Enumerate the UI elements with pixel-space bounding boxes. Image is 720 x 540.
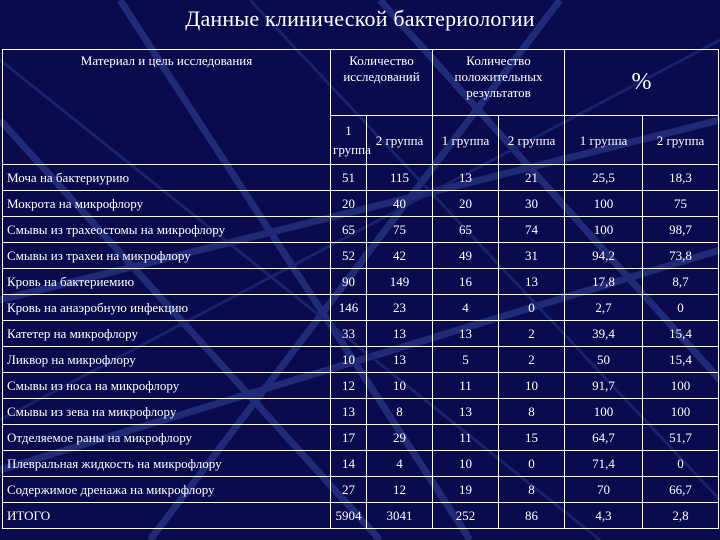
- material-cell: Моча на бактериурию: [3, 165, 331, 191]
- value-cell: 75: [367, 217, 433, 243]
- table-row: [3, 373, 719, 399]
- header-material: Материал и цель исследования: [3, 50, 331, 165]
- value-cell: 15,4: [643, 321, 719, 347]
- value-cell: 10: [367, 373, 433, 399]
- value-cell: 0: [499, 451, 565, 477]
- value-cell: 90: [331, 269, 367, 295]
- header-count-positive: Количество положительных результатов: [433, 50, 565, 116]
- table-row: [3, 451, 719, 477]
- value-cell: 65: [331, 217, 367, 243]
- material-cell: Смывы из трахеи на микрофлору: [3, 243, 331, 269]
- value-cell: 13: [433, 399, 499, 425]
- value-cell: 100: [565, 217, 643, 243]
- value-cell: 98,7: [643, 217, 719, 243]
- header-row: [3, 50, 719, 116]
- value-cell: 86: [499, 503, 565, 529]
- value-cell: 8,7: [643, 269, 719, 295]
- value-cell: 5904: [331, 503, 367, 529]
- material-cell: Смывы из трахеостомы на микрофлору: [3, 217, 331, 243]
- value-cell: 10: [499, 373, 565, 399]
- value-cell: 51: [331, 165, 367, 191]
- value-cell: 0: [643, 295, 719, 321]
- value-cell: 3041: [367, 503, 433, 529]
- value-cell: 21: [499, 165, 565, 191]
- value-cell: 2,8: [643, 503, 719, 529]
- material-cell: Отделяемое раны на микрофлору: [3, 425, 331, 451]
- value-cell: 30: [499, 191, 565, 217]
- value-cell: 20: [433, 191, 499, 217]
- value-cell: 15: [499, 425, 565, 451]
- value-cell: 13: [367, 321, 433, 347]
- value-cell: 11: [433, 373, 499, 399]
- value-cell: 25,5: [565, 165, 643, 191]
- value-cell: 51,7: [643, 425, 719, 451]
- value-cell: 66,7: [643, 477, 719, 503]
- value-cell: 8: [499, 477, 565, 503]
- table-row: [3, 347, 719, 373]
- subheader-cell: 2 группа: [367, 116, 433, 165]
- value-cell: 252: [433, 503, 499, 529]
- table-row: [3, 217, 719, 243]
- subheader-cell: 2 группа: [499, 116, 565, 165]
- value-cell: 149: [367, 269, 433, 295]
- value-cell: 14: [331, 451, 367, 477]
- value-cell: 4: [367, 451, 433, 477]
- value-cell: 33: [331, 321, 367, 347]
- material-cell: Кровь на анаэробную инфекцию: [3, 295, 331, 321]
- material-cell: Ликвор на микрофлору: [3, 347, 331, 373]
- value-cell: 11: [433, 425, 499, 451]
- material-cell: Смывы из носа на микрофлору: [3, 373, 331, 399]
- subheader-cell: 1 группа: [331, 116, 367, 165]
- value-cell: 4: [433, 295, 499, 321]
- value-cell: 16: [433, 269, 499, 295]
- value-cell: 5: [433, 347, 499, 373]
- value-cell: 0: [499, 295, 565, 321]
- value-cell: 17,8: [565, 269, 643, 295]
- value-cell: 0: [643, 451, 719, 477]
- table-row: [3, 477, 719, 503]
- value-cell: 115: [367, 165, 433, 191]
- value-cell: 100: [565, 191, 643, 217]
- page-title: Данные клинической бактериологии: [185, 6, 535, 31]
- subheader-cell: 1 группа: [433, 116, 499, 165]
- value-cell: 12: [331, 373, 367, 399]
- value-cell: 75: [643, 191, 719, 217]
- value-cell: 8: [499, 399, 565, 425]
- table-row: [3, 295, 719, 321]
- table-row: [3, 269, 719, 295]
- material-cell: ИТОГО: [3, 503, 331, 529]
- value-cell: 13: [433, 165, 499, 191]
- value-cell: 4,3: [565, 503, 643, 529]
- value-cell: 50: [565, 347, 643, 373]
- table-row: [3, 243, 719, 269]
- value-cell: 15,4: [643, 347, 719, 373]
- value-cell: 17: [331, 425, 367, 451]
- material-cell: Плевральная жидкость на микрофлору: [3, 451, 331, 477]
- value-cell: 70: [565, 477, 643, 503]
- value-cell: 91,7: [565, 373, 643, 399]
- value-cell: 64,7: [565, 425, 643, 451]
- value-cell: 52: [331, 243, 367, 269]
- value-cell: 73,8: [643, 243, 719, 269]
- value-cell: 27: [331, 477, 367, 503]
- value-cell: 100: [643, 399, 719, 425]
- table-row: [3, 503, 719, 529]
- value-cell: 100: [643, 373, 719, 399]
- value-cell: 94,2: [565, 243, 643, 269]
- subheader-cell: 1 группа: [565, 116, 643, 165]
- value-cell: 39,4: [565, 321, 643, 347]
- value-cell: 18,3: [643, 165, 719, 191]
- value-cell: 40: [367, 191, 433, 217]
- value-cell: 13: [367, 347, 433, 373]
- value-cell: 29: [367, 425, 433, 451]
- value-cell: 71,4: [565, 451, 643, 477]
- value-cell: 19: [433, 477, 499, 503]
- material-cell: Катетер на микрофлору: [3, 321, 331, 347]
- value-cell: 2: [499, 347, 565, 373]
- value-cell: 2,7: [565, 295, 643, 321]
- table-row: [3, 425, 719, 451]
- header-count-studies: Количество исследований: [331, 50, 433, 116]
- value-cell: 13: [499, 269, 565, 295]
- value-cell: 100: [565, 399, 643, 425]
- material-cell: Мокрота на микрофлору: [3, 191, 331, 217]
- material-cell: Кровь на бактериемию: [3, 269, 331, 295]
- value-cell: 23: [367, 295, 433, 321]
- value-cell: 146: [331, 295, 367, 321]
- table-row: [3, 191, 719, 217]
- value-cell: 49: [433, 243, 499, 269]
- value-cell: 13: [331, 399, 367, 425]
- value-cell: 20: [331, 191, 367, 217]
- value-cell: 12: [367, 477, 433, 503]
- material-cell: Смывы из зева на микрофлору: [3, 399, 331, 425]
- value-cell: 10: [433, 451, 499, 477]
- header-percent: %: [565, 50, 719, 116]
- value-cell: 65: [433, 217, 499, 243]
- value-cell: 8: [367, 399, 433, 425]
- bacteriology-table: [2, 49, 719, 529]
- value-cell: 13: [433, 321, 499, 347]
- table-row: [3, 165, 719, 191]
- table-row: [3, 321, 719, 347]
- value-cell: 74: [499, 217, 565, 243]
- table-row: [3, 399, 719, 425]
- value-cell: 31: [499, 243, 565, 269]
- value-cell: 10: [331, 347, 367, 373]
- material-cell: Содержимое дренажа на микрофлору: [3, 477, 331, 503]
- subheader-cell: 2 группа: [643, 116, 719, 165]
- value-cell: 2: [499, 321, 565, 347]
- value-cell: 42: [367, 243, 433, 269]
